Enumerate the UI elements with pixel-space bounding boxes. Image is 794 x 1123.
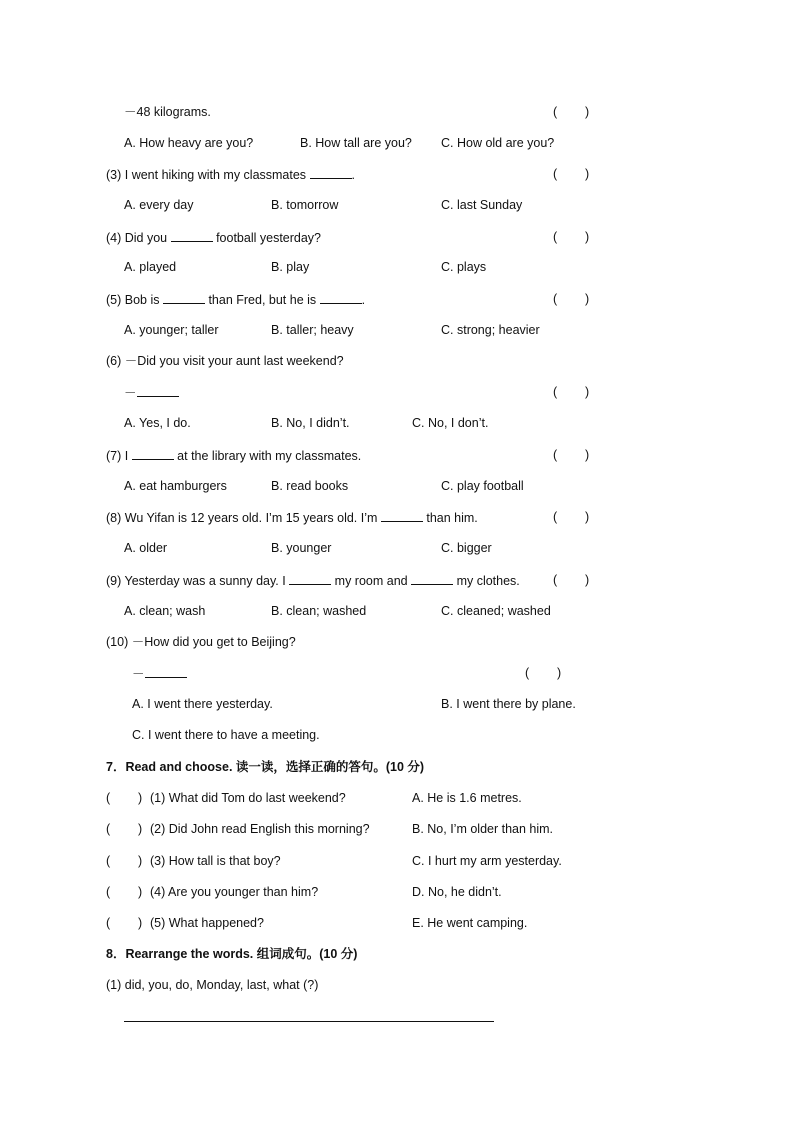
sec7-row5-answer: E. He went camping. xyxy=(412,916,528,930)
q8-stem-post: than him. xyxy=(422,511,478,525)
q2-option-a: A. How heavy are you? xyxy=(124,136,254,150)
q3-stem xyxy=(106,166,355,183)
q7-stem-pre: (7) I xyxy=(106,449,132,463)
q6-answer-line xyxy=(124,384,179,401)
q9-blank-2[interactable] xyxy=(411,572,453,585)
q6-option-b: B. No, I didn’t. xyxy=(271,416,350,430)
q5-blank-2[interactable] xyxy=(320,291,362,304)
q2-option-c: C. How old are you? xyxy=(441,136,555,150)
q5-stem-mid: than Fred, but he is xyxy=(204,293,320,307)
q9-stem-mid: my room and xyxy=(331,574,412,588)
sec7-row1-answer: A. He is 1.6 metres. xyxy=(412,791,522,805)
q9-option-a: A. clean; wash xyxy=(124,604,206,618)
q10-stem: (10) －How did you get to Beijing? xyxy=(106,635,296,649)
q7-stem-post: at the library with my classmates. xyxy=(173,449,362,463)
q5-stem xyxy=(106,291,365,308)
q8-stem xyxy=(106,509,478,526)
q6-option-a: A. Yes, I do. xyxy=(124,416,191,430)
q9-stem-pre: (9) Yesterday was a sunny day. I xyxy=(106,574,290,588)
q4-option-c: C. plays xyxy=(441,260,487,274)
q4-stem xyxy=(106,229,321,246)
sec7-row2-paren[interactable]: ( ) xyxy=(106,822,143,836)
q10-option-a: A. I went there yesterday. xyxy=(132,697,273,711)
q6-dash: － xyxy=(124,386,137,400)
q7-blank[interactable] xyxy=(132,447,174,460)
q10-answer-paren[interactable]: ( ) xyxy=(525,666,562,680)
q5-blank-1[interactable] xyxy=(163,291,205,304)
sec7-row2-question: (2) Did John read English this morning? xyxy=(150,822,370,836)
sec7-row4-question: (4) Are you younger than him? xyxy=(150,885,319,899)
q6-stem: (6) －Did you visit your aunt last weekend? xyxy=(106,354,344,368)
q9-answer-paren[interactable]: ( ) xyxy=(553,573,590,587)
q8-option-c: C. bigger xyxy=(441,541,492,555)
q10-option-b: B. I went there by plane. xyxy=(441,697,576,711)
q7-option-a: A. eat hamburgers xyxy=(124,479,227,493)
section-7-title: 7．Read and choose. 读一读，选择正确的答句。(10 分) xyxy=(106,760,425,774)
q3-blank[interactable] xyxy=(310,166,352,179)
q8-option-a: A. older xyxy=(124,541,168,555)
q8-blank[interactable] xyxy=(381,509,423,522)
q4-option-a: A. played xyxy=(124,260,177,274)
q2-answer-paren[interactable]: ( ) xyxy=(553,105,590,119)
sec7-row5-paren[interactable]: ( ) xyxy=(106,916,143,930)
q2-stem: －48 kilograms. xyxy=(124,105,211,119)
q2-option-b: B. How tall are you? xyxy=(300,136,412,150)
q10-blank[interactable] xyxy=(145,665,187,678)
q6-blank[interactable] xyxy=(137,384,179,397)
q9-option-c: C. cleaned; washed xyxy=(441,604,551,618)
q8-option-b: B. younger xyxy=(271,541,332,555)
q9-stem xyxy=(106,572,520,589)
q4-blank[interactable] xyxy=(171,229,213,242)
sec7-row4-answer: D. No, he didn’t. xyxy=(412,885,502,899)
q3-option-c: C. last Sunday xyxy=(441,198,523,212)
q10-option-c: C. I went there to have a meeting. xyxy=(132,728,320,742)
q3-stem-post: . xyxy=(351,168,356,182)
q9-option-b: B. clean; washed xyxy=(271,604,367,618)
q5-stem-pre: (5) Bob is xyxy=(106,293,163,307)
q10-dash: － xyxy=(132,667,145,681)
q8-answer-paren[interactable]: ( ) xyxy=(553,510,590,524)
q9-blank-1[interactable] xyxy=(289,572,331,585)
section-8-title: 8．Rearrange the words. 组词成句。(10 分) xyxy=(106,947,358,961)
sec7-row1-paren[interactable]: ( ) xyxy=(106,791,143,805)
q5-stem-post: . xyxy=(361,293,366,307)
q5-option-c: C. strong; heavier xyxy=(441,323,540,337)
q7-option-b: B. read books xyxy=(271,479,349,493)
q8-stem-pre: (8) Wu Yifan is 12 years old. I’m 15 years old. I’m xyxy=(106,511,381,525)
sec7-row5-question: (5) What happened? xyxy=(150,916,264,930)
sec7-row2-answer: B. No, I’m older than him. xyxy=(412,822,554,836)
q7-answer-paren[interactable]: ( ) xyxy=(553,448,590,462)
q6-option-c: C. No, I don’t. xyxy=(412,416,489,430)
q10-answer-line xyxy=(132,665,187,682)
q4-option-b: B. play xyxy=(271,260,310,274)
q5-option-a: A. younger; taller xyxy=(124,323,219,337)
sec7-row3-question: (3) How tall is that boy? xyxy=(150,854,281,868)
q7-option-c: C. play football xyxy=(441,479,524,493)
q5-answer-paren[interactable]: ( ) xyxy=(553,292,590,306)
q4-answer-paren[interactable]: ( ) xyxy=(553,230,590,244)
q4-stem-post: football yesterday? xyxy=(212,231,322,245)
sec7-row3-answer: C. I hurt my arm yesterday. xyxy=(412,854,562,868)
q6-answer-paren[interactable]: ( ) xyxy=(553,385,590,399)
q9-stem-post: my clothes. xyxy=(453,574,520,588)
q3-stem-pre: (3) I went hiking with my classmates xyxy=(106,168,310,182)
sec7-row4-paren[interactable]: ( ) xyxy=(106,885,143,899)
sec8-q1-words: (1) did, you, do, Monday, last, what (?) xyxy=(106,978,319,992)
sec7-row1-question: (1) What did Tom do last weekend? xyxy=(150,791,346,805)
sec7-row3-paren[interactable]: ( ) xyxy=(106,854,143,868)
q7-stem xyxy=(106,447,361,464)
q4-stem-pre: (4) Did you xyxy=(106,231,171,245)
q3-answer-paren[interactable]: ( ) xyxy=(553,167,590,181)
q5-option-b: B. taller; heavy xyxy=(271,323,354,337)
sec8-q1-answer-line[interactable] xyxy=(124,1021,494,1022)
q3-option-a: A. every day xyxy=(124,198,194,212)
q3-option-b: B. tomorrow xyxy=(271,198,339,212)
